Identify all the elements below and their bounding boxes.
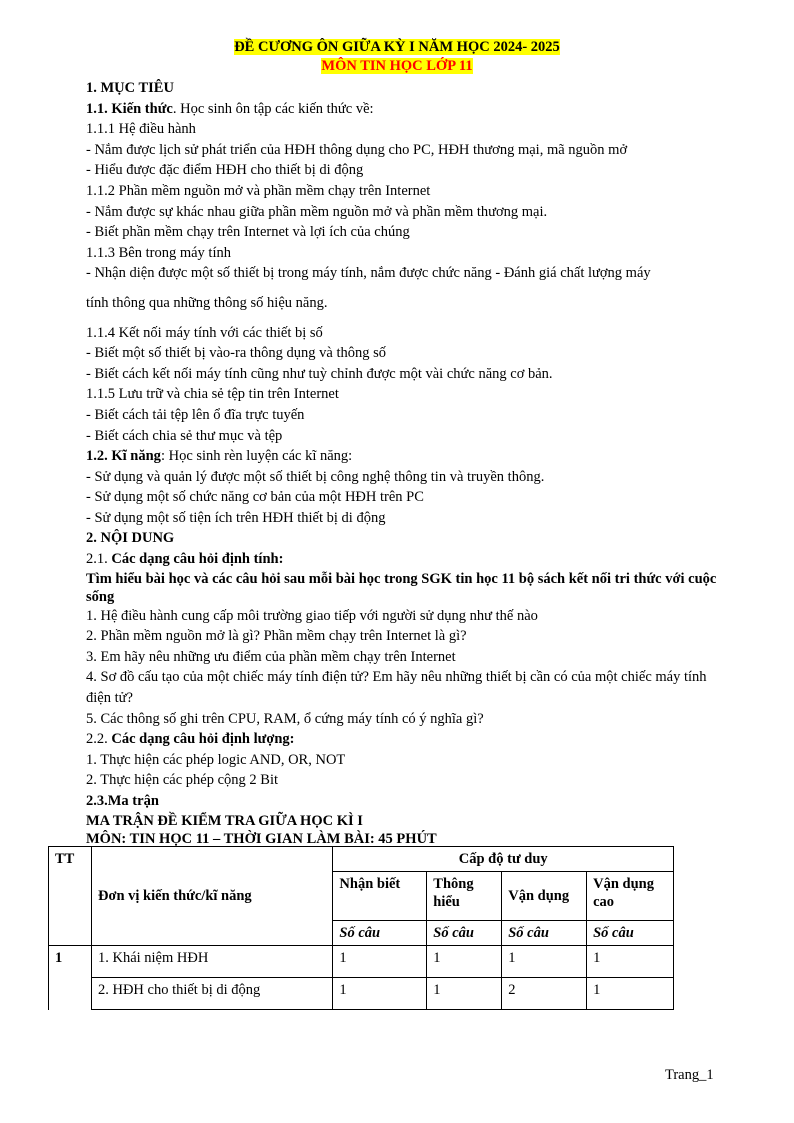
header-cell-thong-hieu: Thông hiểu — [427, 872, 502, 921]
header-cell-nhan-biet: Nhận biết — [333, 872, 427, 921]
subheading-luu-tru-chia-se: 1.1.5 Lưu trữ và chia sẻ tệp tin trên Internet — [86, 386, 339, 403]
document-title: ĐỀ CƯƠNG ÔN GIỮA KỲ I NĂM HỌC 2024- 2025 — [234, 39, 560, 55]
subheading-ben-trong-may-tinh: 1.1.3 Bên trong máy tính — [86, 244, 231, 261]
heading-dinh-luong: 2.2. Các dạng câu hỏi định lượng: — [86, 731, 295, 748]
question-item: 3. Em hãy nêu những ưu điểm của phần mềm chạy trên Internet — [86, 648, 456, 665]
list-item: - Biết cách chia sẻ thư mục và tệp — [86, 427, 283, 444]
heading-muc-tieu: 1. MỤC TIÊU — [86, 80, 174, 96]
heading-kien-thuc: 1.1. Kiến thức. Học sinh ôn tập các kiến thức về: — [86, 100, 374, 117]
list-item: - Biết cách kết nối máy tính cũng như tuỳ chỉnh được một vài chức năng cơ bản. — [86, 365, 553, 382]
header-cell-unit: Đơn vị kiến thức/kĩ năng — [91, 847, 332, 946]
matrix-table — [48, 846, 674, 1010]
row-unit-cell: 2. HĐH cho thiết bị di động — [91, 978, 332, 1010]
list-item: - Nắm được sự khác nhau giữa phần mềm nguồn mở và phần mềm thương mại. — [86, 203, 548, 220]
row-value-cell: 1 — [427, 978, 502, 1010]
row-value-cell: 1 — [502, 946, 587, 978]
table-row — [49, 978, 674, 1010]
list-item: - Nắm được lịch sử phát triển của HĐH thông dụng cho PC, HĐH thương mại, mã nguồn mở — [86, 141, 628, 158]
header-cell-level: Cấp độ tư duy — [333, 847, 674, 872]
list-item: - Biết cách tải tệp lên ổ đĩa trực tuyến — [86, 406, 305, 423]
row-tt-cell: 1 — [49, 946, 92, 1010]
row-value-cell: 2 — [502, 978, 587, 1010]
list-item: - Sử dụng một số tiện ích trên HĐH thiết bị di động — [86, 509, 386, 526]
header-cell-so-cau: Số câu — [333, 921, 427, 946]
list-item: - Nhận diện được một số thiết bị trong máy tính, nắm được chức năng - Đánh giá chất lượng máy — [86, 265, 651, 282]
row-unit-cell: 1. Khái niệm HĐH — [91, 946, 332, 978]
intro-paragraph: Tìm hiểu bài học và các câu hỏi sau mỗi bài học trong SGK tin học 11 bộ sách kết nối tri thức với cuộc sống — [86, 570, 717, 605]
matrix-title: MA TRẬN ĐỀ KIỂM TRA GIỮA HỌC KÌ I — [86, 812, 363, 829]
table-header-row — [49, 847, 674, 872]
row-value-cell: 1 — [333, 978, 427, 1010]
header-cell-so-cau: Số câu — [587, 921, 674, 946]
list-item: - Sử dụng và quản lý được một số thiết bị công nghệ thông tin và truyền thông. — [86, 468, 545, 485]
header-cell-van-dung: Vận dụng — [502, 872, 587, 921]
row-value-cell: 1 — [587, 946, 674, 978]
subheading-he-dieu-hanh: 1.1.1 Hệ điều hành — [86, 121, 196, 138]
heading-ma-tran: 2.3.Ma trận — [86, 793, 159, 809]
subheading-ket-noi-thiet-bi: 1.1.4 Kết nối máy tính với các thiết bị số — [86, 324, 323, 341]
document-header — [0, 38, 794, 76]
header-cell-tt: TT — [49, 847, 92, 946]
list-item: - Sử dụng một số chức năng cơ bản của một HĐH trên PC — [86, 489, 424, 506]
subheading-phan-mem-nguon-mo: 1.1.2 Phần mềm nguồn mở và phần mềm chạy trên Internet — [86, 182, 431, 199]
heading-ki-nang: 1.2. Kĩ năng: Học sinh rèn luyện các kĩ năng: — [86, 448, 353, 465]
list-item: - Hiểu được đặc điểm HĐH cho thiết bị di động — [86, 162, 364, 179]
row-value-cell: 1 — [333, 946, 427, 978]
question-item: 2. Thực hiện các phép cộng 2 Bit — [86, 772, 279, 789]
heading-noi-dung: 2. NỘI DUNG — [86, 530, 175, 547]
header-cell-van-dung-cao: Vận dụng cao — [587, 872, 674, 921]
question-item: 1. Thực hiện các phép logic AND, OR, NOT — [86, 751, 346, 768]
document-subtitle: MÔN TIN HỌC LỚP 11 — [321, 58, 473, 74]
row-value-cell: 1 — [587, 978, 674, 1010]
list-item: - Biết phần mềm chạy trên Internet và lợi ích của chúng — [86, 224, 410, 241]
document-body — [86, 78, 726, 848]
question-item: 2. Phần mềm nguồn mở là gì? Phần mềm chạy trên Internet là gì? — [86, 628, 467, 645]
page-number: Trang_1 — [665, 1067, 714, 1083]
question-item: 1. Hệ điều hành cung cấp môi trường giao tiếp với người sử dụng như thế nào — [86, 607, 538, 624]
table-row — [49, 946, 674, 978]
list-item: - Biết một số thiết bị vào-ra thông dụng và thông số — [86, 345, 387, 362]
row-value-cell: 1 — [427, 946, 502, 978]
header-cell-so-cau: Số câu — [427, 921, 502, 946]
header-cell-so-cau: Số câu — [502, 921, 587, 946]
matrix-subtitle: MÔN: TIN HỌC 11 – THỜI GIAN LÀM BÀI: 45 PHÚT — [86, 830, 437, 847]
list-item-continuation: tính thông qua những thông số hiệu năng. — [86, 294, 328, 311]
question-item: 5. Các thông số ghi trên CPU, RAM, ổ cứng máy tính có ý nghĩa gì? — [86, 710, 484, 727]
question-item: 4. Sơ đồ cấu tạo của một chiếc máy tính điện tử? Em hãy nêu những thiết bị cần có của một chiếc máy tính điện tử? — [86, 669, 707, 707]
heading-dinh-tinh: 2.1. Các dạng câu hỏi định tính: — [86, 551, 284, 568]
